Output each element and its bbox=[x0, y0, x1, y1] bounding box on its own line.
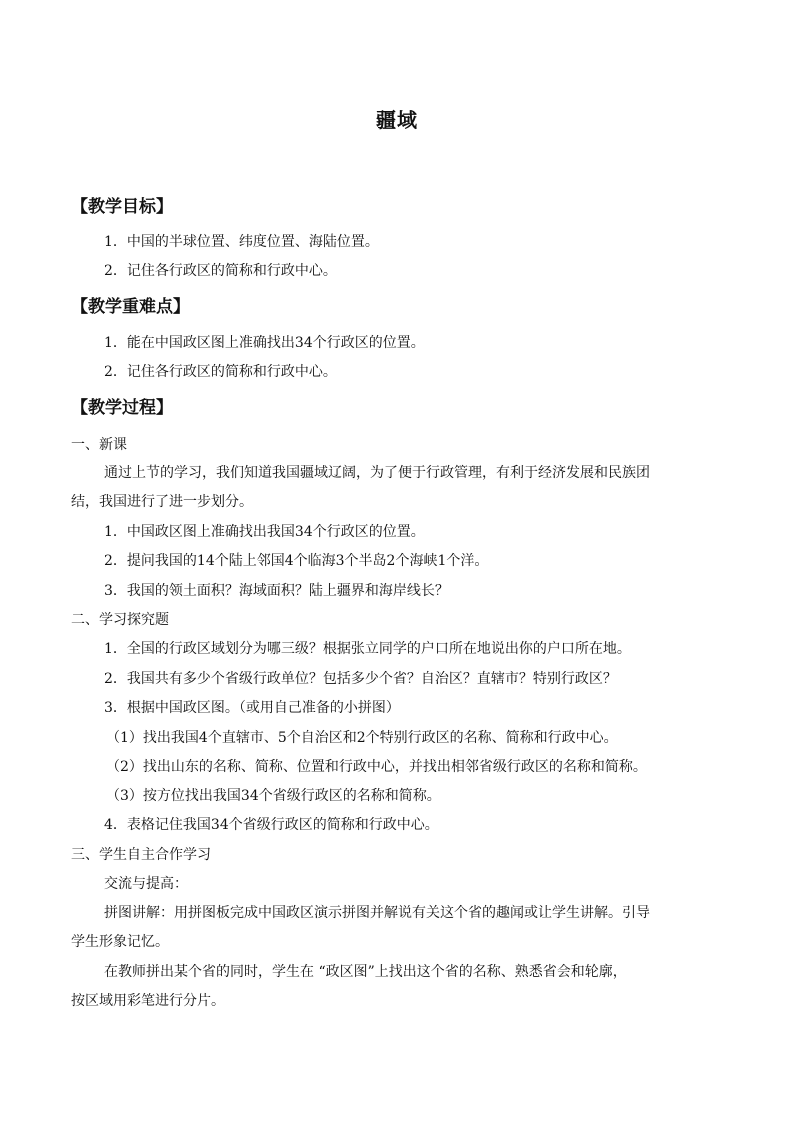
part1-item-3: 3．我国的领土面积？海域面积？陆上疆界和海岸线长？ bbox=[104, 583, 449, 599]
section-heading-objectives: 【教学目标】 bbox=[71, 197, 173, 217]
part1-item-2: 2．提问我国的14个陆上邻国4个临海3个半岛2个海峡1个洋。 bbox=[104, 553, 489, 569]
part1-intro-line1: 通过上节的学习，我们知道我国疆域辽阔，为了便于行政管理，有利于经济发展和民族团 bbox=[104, 465, 650, 481]
part3-paragraph-3-line1: 在教师拼出某个省的同时，学生在 “政区图”上找出这个省的名称、熟悉省会和轮廓， bbox=[104, 964, 627, 980]
part2-item-4: 4．表格记住我国34个省级行政区的简称和行政中心。 bbox=[104, 817, 439, 833]
part3-paragraph-2-line1: 拼图讲解：用拼图板完成中国政区演示拼图并解说有关这个省的趣闻或让学生讲解。引导 bbox=[104, 905, 650, 921]
key-point-item-1: 1．能在中国政区图上准确找出34个行政区的位置。 bbox=[104, 335, 425, 351]
part2-subitem-2: （2）找出山东的名称、简称、位置和行政中心，并找出相邻省级行政区的名称和简称。 bbox=[106, 759, 647, 775]
document-title: 疆域 bbox=[376, 108, 418, 132]
part2-subitem-1: （1）找出我国4个直辖市、5个自治区和2个特别行政区的名称、简称和行政中心。 bbox=[106, 730, 618, 746]
part3-title: 三、学生自主合作学习 bbox=[71, 847, 211, 863]
part1-title: 一、新课 bbox=[71, 437, 127, 453]
objective-item-1: 1．中国的半球位置、纬度位置、海陆位置。 bbox=[104, 234, 379, 250]
objective-item-2: 2．记住各行政区的简称和行政中心。 bbox=[104, 263, 337, 279]
part2-item-1: 1．全国的行政区域划分为哪三级？根据张立同学的户口所在地说出你的户口所在地。 bbox=[104, 641, 631, 657]
part2-title: 二、学习探究题 bbox=[71, 612, 169, 628]
part3-paragraph-1: 交流与提高： bbox=[104, 876, 188, 892]
part3-paragraph-2-line2: 学生形象记忆。 bbox=[71, 934, 169, 950]
part1-intro-line2: 结，我国进行了进一步划分。 bbox=[71, 494, 253, 510]
part3-paragraph-3-line2: 按区域用彩笔进行分片。 bbox=[71, 993, 225, 1009]
section-heading-key-points: 【教学重难点】 bbox=[71, 297, 190, 317]
part2-item-3: 3．根据中国政区图。（或用自己准备的小拼图） bbox=[104, 700, 400, 716]
part1-item-1: 1．中国政区图上准确找出我国34个行政区的位置。 bbox=[104, 524, 425, 540]
section-heading-process: 【教学过程】 bbox=[71, 398, 173, 418]
key-point-item-2: 2．记住各行政区的简称和行政中心。 bbox=[104, 364, 337, 380]
part2-item-2: 2．我国共有多少个省级行政单位？包括多少个省？自治区？直辖市？特别行政区？ bbox=[104, 671, 617, 687]
part2-subitem-3: （3）按方位找出我国34个省级行政区的名称和简称。 bbox=[106, 788, 441, 804]
